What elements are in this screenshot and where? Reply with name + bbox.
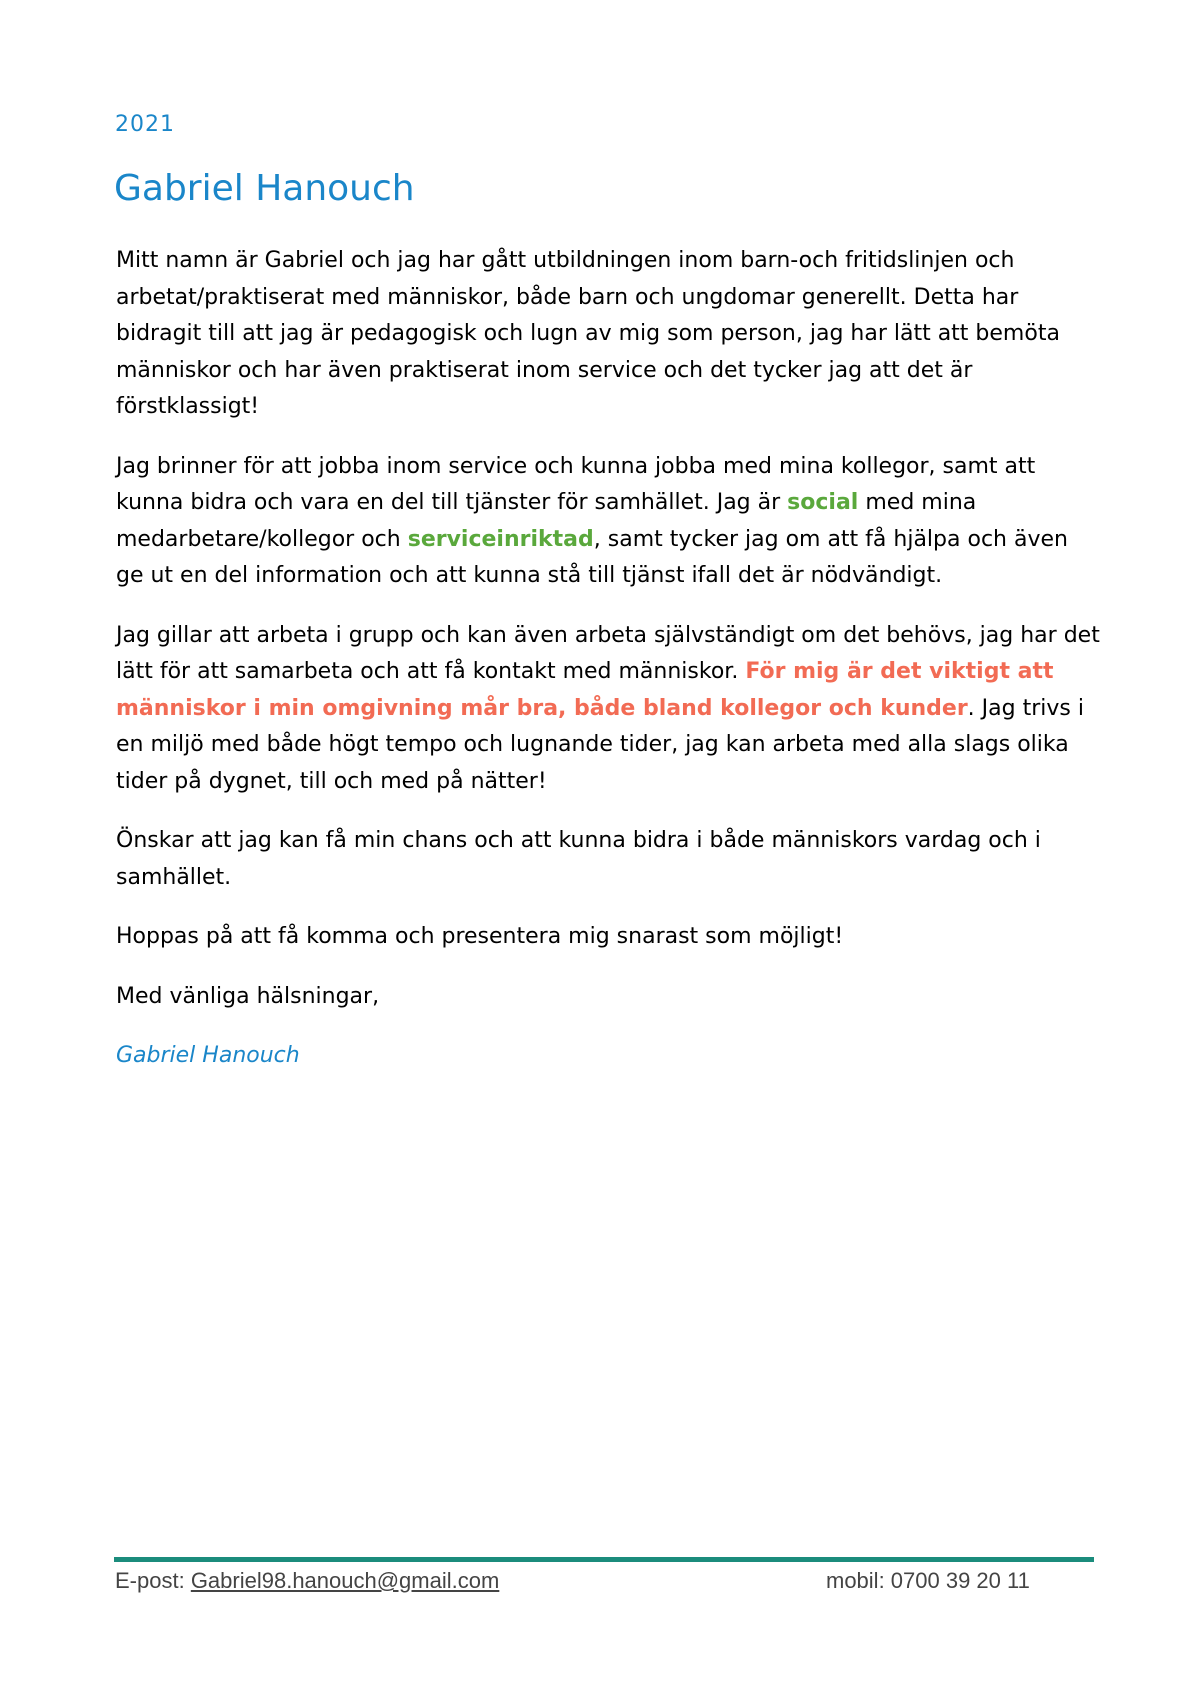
paragraph-intro: Mitt namn är Gabriel och jag har gått utbildningen inom barn-och fritidslinjen och arbetat/praktiserat med människor, både barn och ungdomar generellt. Detta har bidragit till att jag är pedagogisk och lugn av mig som person, jag har lätt att bemöta människor och har även praktiserat inom service och det tycker jag att det är förstklassigt! bbox=[116, 248, 1060, 419]
paragraph-hope: Hoppas på att få komma och presentera mig snarast som möjligt! bbox=[116, 924, 844, 949]
email-link[interactable]: Gabriel98.hanouch@gmail.com bbox=[190, 1568, 500, 1593]
paragraph-service-text-a: Jag brinner för att jobba inom service och kunna jobba med mina kollegor, samt att kunna bidra och vara en del till tjänster för samhället. Jag är bbox=[116, 453, 1036, 515]
letter-body bbox=[116, 243, 1101, 1098]
paragraph-service-text-b: med mina medarbetare/kollegor och bbox=[116, 490, 977, 552]
paragraph-service bbox=[116, 449, 1101, 595]
email-label: E-post: bbox=[115, 1568, 191, 1593]
footer-divider bbox=[114, 1557, 1094, 1562]
paragraph-service-text-c: , samt tycker jag om att få hjälpa och även ge ut en del information och att kunna stå till tjänst ifall det är nödvändigt. bbox=[116, 526, 1068, 588]
highlight-social: social bbox=[787, 490, 859, 515]
paragraph-teamwork-text-a: Jag gillar att arbeta i grupp och kan även arbeta självständigt om det behövs, jag har det lätt för att samarbeta och att få kontakt med människor. bbox=[116, 622, 1100, 684]
closing-greeting: Med vänliga hälsningar, bbox=[116, 983, 380, 1009]
signature-name: Gabriel Hanouch bbox=[116, 1043, 300, 1068]
footer-phone: mobil: 0700 39 20 11 bbox=[826, 1568, 1030, 1593]
applicant-name-heading: Gabriel Hanouch bbox=[114, 168, 415, 209]
highlight-serviceinriktad: serviceinriktad bbox=[407, 526, 594, 552]
paragraph-teamwork bbox=[116, 618, 1101, 801]
paragraph-wish: Önskar att jag kan få min chans och att kunna bidra i både människors vardag och i samhället. bbox=[116, 828, 1041, 890]
paragraph-teamwork-text-b: . Jag trivs i en miljö med både högt tempo och lugnande tider, jag kan arbeta med alla slags olika tider på dygnet, till och med på nätter! bbox=[116, 695, 1084, 794]
footer-email bbox=[115, 1568, 499, 1594]
document-year: 2021 bbox=[115, 112, 175, 137]
highlight-important: För mig är det viktigt att människor i min omgivning mår bra, både bland kollegor och kunder bbox=[116, 659, 1054, 721]
